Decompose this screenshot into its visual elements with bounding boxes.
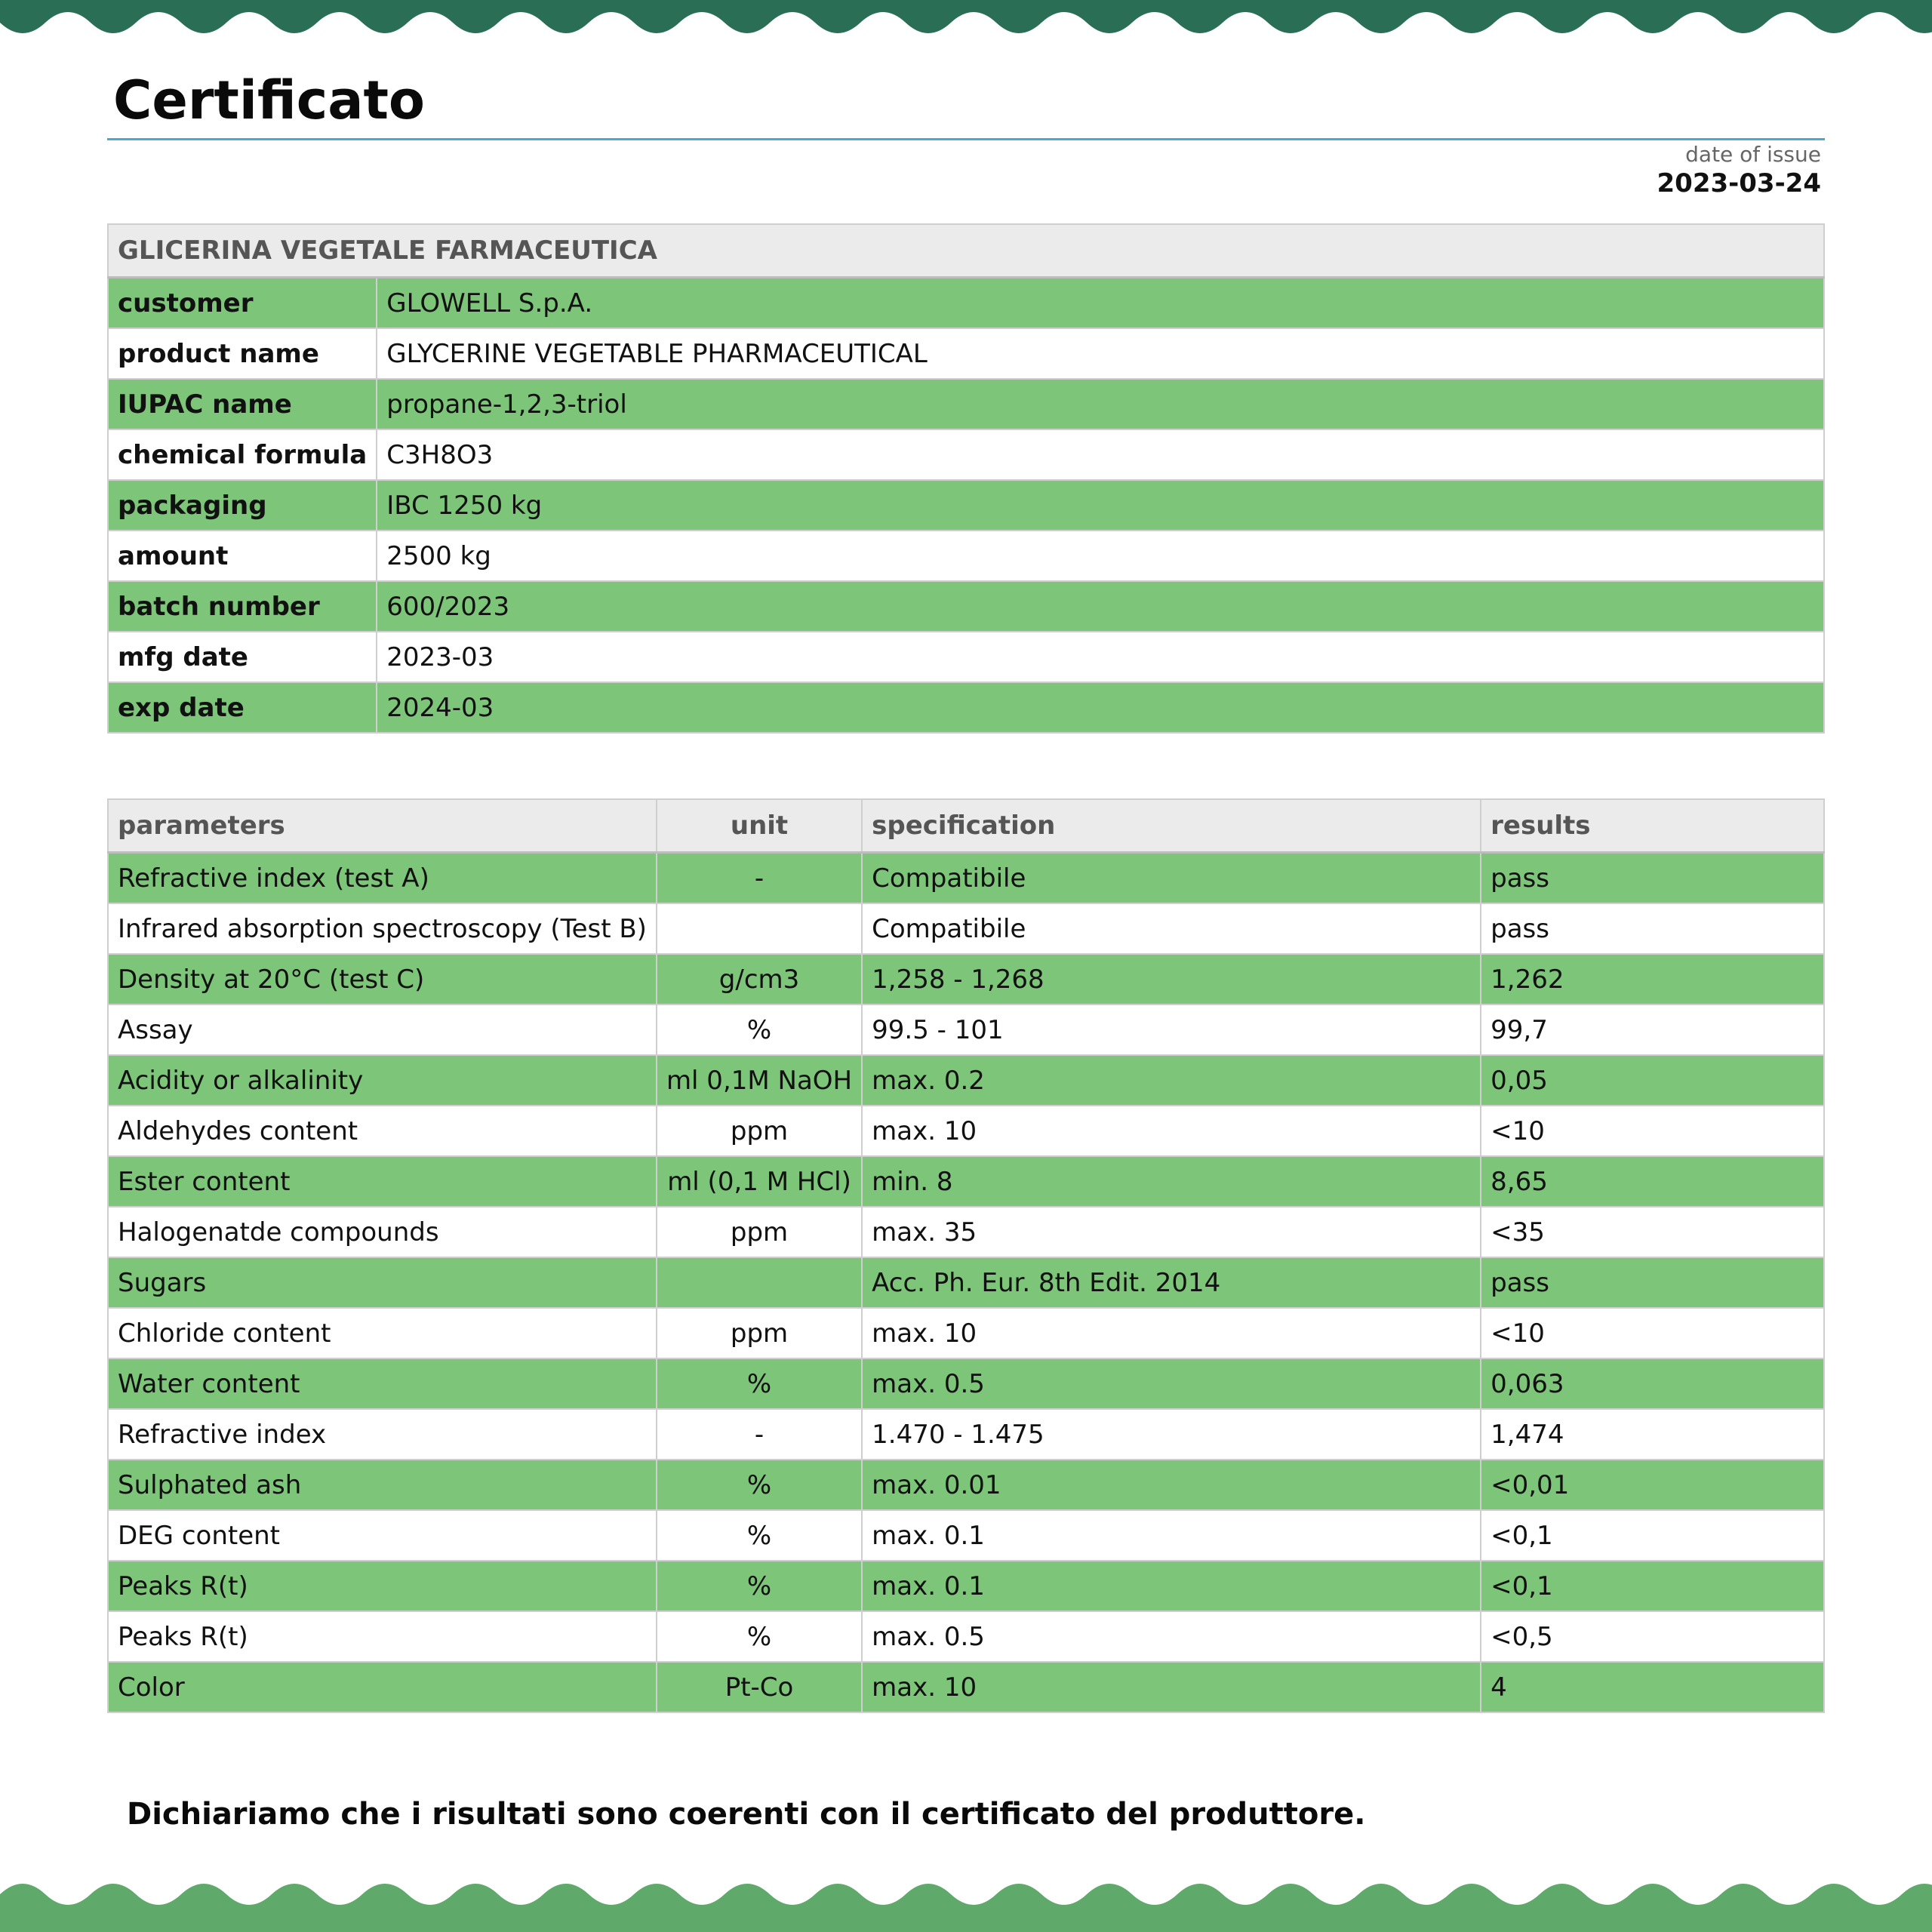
parameter-row bbox=[108, 1409, 1824, 1460]
cell-parameter: Peaks R(t) bbox=[108, 1611, 657, 1662]
cell-unit bbox=[657, 1257, 862, 1308]
cell-unit: ml (0,1 M HCl) bbox=[657, 1156, 862, 1207]
parameter-row bbox=[108, 1106, 1824, 1156]
header-specification: specification bbox=[862, 799, 1481, 853]
cell-specification: max. 0.1 bbox=[862, 1510, 1481, 1561]
info-value: GLYCERINE VEGETABLE PHARMACEUTICAL bbox=[377, 328, 1824, 379]
info-value: C3H8O3 bbox=[377, 429, 1824, 480]
cell-specification: 1,258 - 1,268 bbox=[862, 954, 1481, 1004]
product-section-title: GLICERINA VEGETALE FARMACEUTICA bbox=[108, 224, 1824, 278]
cell-result: <35 bbox=[1481, 1207, 1824, 1257]
parameter-row bbox=[108, 1510, 1824, 1561]
header-parameters: parameters bbox=[108, 799, 657, 853]
parameter-row bbox=[108, 1460, 1824, 1510]
info-row bbox=[108, 278, 1824, 329]
cell-parameter: Halogenatde compounds bbox=[108, 1207, 657, 1257]
cell-result: <10 bbox=[1481, 1106, 1824, 1156]
cell-unit bbox=[657, 903, 862, 954]
cell-result: <0,5 bbox=[1481, 1611, 1824, 1662]
parameters-header-row bbox=[108, 799, 1824, 853]
cell-unit: ppm bbox=[657, 1308, 862, 1358]
cell-specification: 99.5 - 101 bbox=[862, 1004, 1481, 1055]
info-label: product name bbox=[108, 328, 377, 379]
cell-result: 1,474 bbox=[1481, 1409, 1824, 1460]
parameter-row bbox=[108, 1055, 1824, 1106]
product-info-body bbox=[108, 278, 1824, 734]
cell-unit: % bbox=[657, 1460, 862, 1510]
info-row bbox=[108, 531, 1824, 581]
cell-specification: min. 8 bbox=[862, 1156, 1481, 1207]
parameter-row bbox=[108, 1358, 1824, 1409]
cell-unit: ppm bbox=[657, 1207, 862, 1257]
cell-parameter: Chloride content bbox=[108, 1308, 657, 1358]
cell-parameter: Density at 20°C (test C) bbox=[108, 954, 657, 1004]
parameter-row bbox=[108, 1611, 1824, 1662]
info-row bbox=[108, 379, 1824, 429]
parameter-row bbox=[108, 1156, 1824, 1207]
cell-parameter: Water content bbox=[108, 1358, 657, 1409]
cell-result: 0,063 bbox=[1481, 1358, 1824, 1409]
issue-date-label: date of issue bbox=[1685, 142, 1821, 167]
title-divider bbox=[107, 138, 1825, 140]
parameter-row bbox=[108, 853, 1824, 904]
info-value: 2023-03 bbox=[377, 632, 1824, 682]
cell-result: <10 bbox=[1481, 1308, 1824, 1358]
product-info-table bbox=[107, 223, 1825, 734]
info-label: amount bbox=[108, 531, 377, 581]
cell-specification: max. 0.2 bbox=[862, 1055, 1481, 1106]
info-row bbox=[108, 480, 1824, 531]
cell-parameter: Assay bbox=[108, 1004, 657, 1055]
cell-unit: ppm bbox=[657, 1106, 862, 1156]
info-label: packaging bbox=[108, 480, 377, 531]
info-label: customer bbox=[108, 278, 377, 329]
issue-date-value: 2023-03-24 bbox=[1657, 168, 1821, 198]
cell-unit: % bbox=[657, 1611, 862, 1662]
bottom-wave-border bbox=[0, 1872, 1932, 1932]
cell-result: pass bbox=[1481, 853, 1824, 904]
info-label: exp date bbox=[108, 682, 377, 733]
header-results: results bbox=[1481, 799, 1824, 853]
cell-result: 8,65 bbox=[1481, 1156, 1824, 1207]
info-value: 2024-03 bbox=[377, 682, 1824, 733]
cell-specification: max. 10 bbox=[862, 1662, 1481, 1712]
cell-result: pass bbox=[1481, 903, 1824, 954]
page-title: Certificato bbox=[113, 69, 425, 131]
info-label: chemical formula bbox=[108, 429, 377, 480]
parameters-body bbox=[108, 853, 1824, 1713]
cell-parameter: Peaks R(t) bbox=[108, 1561, 657, 1611]
cell-specification: Acc. Ph. Eur. 8th Edit. 2014 bbox=[862, 1257, 1481, 1308]
cell-result: 4 bbox=[1481, 1662, 1824, 1712]
cell-result: 99,7 bbox=[1481, 1004, 1824, 1055]
cell-unit: % bbox=[657, 1561, 862, 1611]
cell-result: <0,1 bbox=[1481, 1561, 1824, 1611]
cell-unit: ml 0,1M NaOH bbox=[657, 1055, 862, 1106]
info-value: propane-1,2,3-triol bbox=[377, 379, 1824, 429]
parameter-row bbox=[108, 903, 1824, 954]
cell-parameter: Sulphated ash bbox=[108, 1460, 657, 1510]
parameters-table bbox=[107, 798, 1825, 1713]
cell-parameter: Aldehydes content bbox=[108, 1106, 657, 1156]
parameter-row bbox=[108, 1662, 1824, 1712]
cell-result: 1,262 bbox=[1481, 954, 1824, 1004]
parameter-row bbox=[108, 1004, 1824, 1055]
cell-result: <0,1 bbox=[1481, 1510, 1824, 1561]
cell-parameter: Refractive index (test A) bbox=[108, 853, 657, 904]
cell-specification: max. 0.01 bbox=[862, 1460, 1481, 1510]
parameter-row bbox=[108, 1308, 1824, 1358]
parameter-row bbox=[108, 1207, 1824, 1257]
info-row bbox=[108, 328, 1824, 379]
cell-parameter: Sugars bbox=[108, 1257, 657, 1308]
info-row bbox=[108, 429, 1824, 480]
cell-parameter: Ester content bbox=[108, 1156, 657, 1207]
cell-specification: max. 10 bbox=[862, 1106, 1481, 1156]
info-value: 2500 kg bbox=[377, 531, 1824, 581]
cell-result: <0,01 bbox=[1481, 1460, 1824, 1510]
cell-unit: g/cm3 bbox=[657, 954, 862, 1004]
cell-specification: Compatibile bbox=[862, 903, 1481, 954]
info-row bbox=[108, 581, 1824, 632]
cell-parameter: Refractive index bbox=[108, 1409, 657, 1460]
cell-unit: % bbox=[657, 1004, 862, 1055]
info-row bbox=[108, 632, 1824, 682]
cell-unit: - bbox=[657, 1409, 862, 1460]
cell-unit: - bbox=[657, 853, 862, 904]
cell-unit: % bbox=[657, 1358, 862, 1409]
info-label: IUPAC name bbox=[108, 379, 377, 429]
info-value: IBC 1250 kg bbox=[377, 480, 1824, 531]
cell-parameter: Infrared absorption spectroscopy (Test B) bbox=[108, 903, 657, 954]
cell-parameter: Acidity or alkalinity bbox=[108, 1055, 657, 1106]
info-row bbox=[108, 682, 1824, 733]
parameter-row bbox=[108, 1257, 1824, 1308]
top-wave-border bbox=[0, 0, 1932, 45]
info-label: batch number bbox=[108, 581, 377, 632]
cell-specification: Compatibile bbox=[862, 853, 1481, 904]
parameter-row bbox=[108, 1561, 1824, 1611]
cell-specification: max. 0.5 bbox=[862, 1358, 1481, 1409]
info-value: 600/2023 bbox=[377, 581, 1824, 632]
info-value: GLOWELL S.p.A. bbox=[377, 278, 1824, 329]
cell-unit: Pt-Co bbox=[657, 1662, 862, 1712]
cell-parameter: DEG content bbox=[108, 1510, 657, 1561]
cell-specification: max. 10 bbox=[862, 1308, 1481, 1358]
cell-specification: 1.470 - 1.475 bbox=[862, 1409, 1481, 1460]
cell-specification: max. 0.1 bbox=[862, 1561, 1481, 1611]
issue-date-block bbox=[1657, 142, 1821, 199]
cell-specification: max. 35 bbox=[862, 1207, 1481, 1257]
header-unit: unit bbox=[657, 799, 862, 853]
cell-parameter: Color bbox=[108, 1662, 657, 1712]
cell-unit: % bbox=[657, 1510, 862, 1561]
cell-specification: max. 0.5 bbox=[862, 1611, 1481, 1662]
parameter-row bbox=[108, 954, 1824, 1004]
declaration-text: Dichiariamo che i risultati sono coerenti con il certificato del produttore. bbox=[127, 1797, 1366, 1832]
info-label: mfg date bbox=[108, 632, 377, 682]
cell-result: pass bbox=[1481, 1257, 1824, 1308]
cell-result: 0,05 bbox=[1481, 1055, 1824, 1106]
